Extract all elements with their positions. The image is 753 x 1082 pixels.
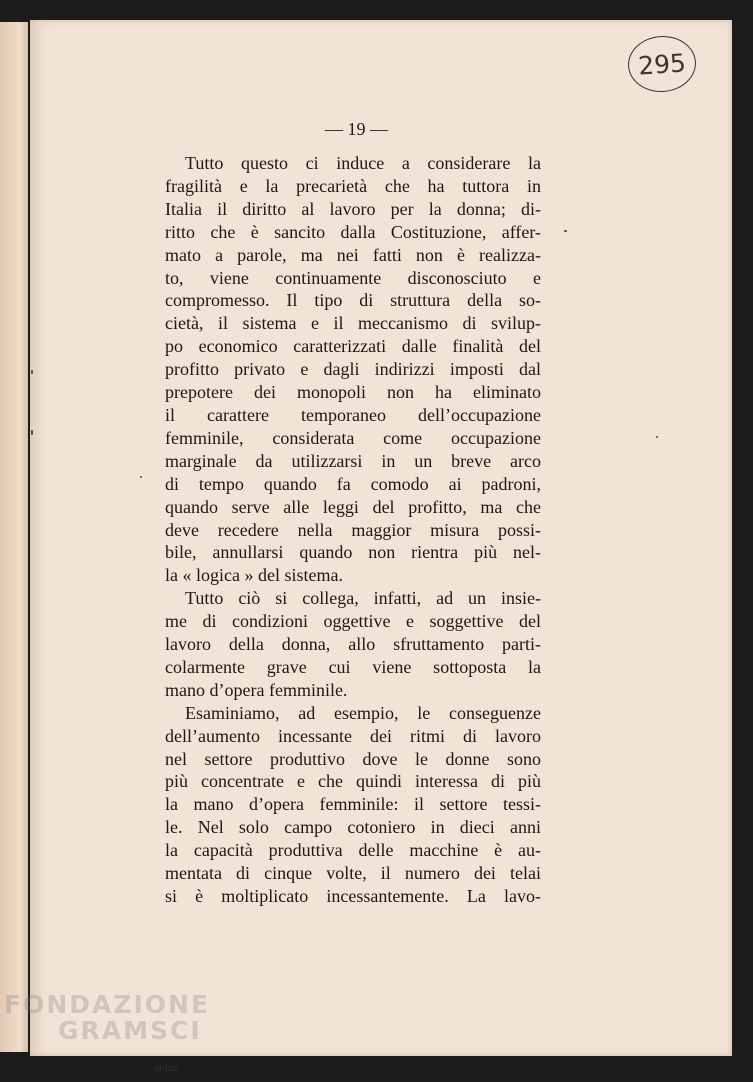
text-line: il carattere temporaneo dell’occupazione (165, 404, 541, 425)
paper-speck (564, 230, 567, 232)
text-line: fragilità e la precarietà che ha tuttora in (165, 175, 541, 196)
text-line: lavoro della donna, allo sfruttamento parti- (165, 634, 541, 655)
text-line: to, viene continuamente disconosciuto e (165, 267, 541, 288)
text-line: di tempo quando fa comodo ai padroni, (165, 473, 541, 494)
handwritten-folio-number: 295 (626, 34, 698, 95)
text-line: deve recedere nella maggior misura possi- (165, 519, 541, 540)
text-line: la capacità produttiva delle macchine è au- (165, 840, 541, 861)
text-line: marginale da utilizzarsi in un breve arco (165, 450, 541, 471)
text-line: profitto privato e dagli indirizzi imposti dal (165, 359, 541, 380)
text-line: mentata di cinque volte, il numero dei telai (165, 863, 541, 884)
text-line: quando serve alle leggi del profitto, ma che (165, 496, 541, 517)
paper-speck (31, 370, 33, 374)
text-line: si è moltiplicato incessantemente. La lavo- (165, 886, 541, 906)
paper-speck (656, 436, 658, 438)
watermark-line: FONDAZIONE (4, 990, 211, 1019)
text-line: Tutto questo ci induce a considerare la (185, 153, 541, 173)
text-line: Esaminiamo, ad esempio, le conseguenze (185, 702, 541, 723)
text-line: colarmente grave cui viene sottoposta la (165, 656, 541, 677)
text-line: più concentrate e che quindi interessa di più (165, 771, 541, 792)
text-line: prepotere dei monopoli non ha eliminato (165, 382, 541, 403)
text-line: po economico caratterizzati dalle finalità del (165, 336, 541, 357)
watermark-logo (4, 990, 211, 1074)
text-line: ritto che è sancito dalla Costituzione, affer- (165, 221, 541, 242)
body-text (165, 152, 541, 908)
text-line: mato a parole, ma nei fatti non è realizza- (165, 244, 541, 265)
text-line: cietà, il sistema e il meccanismo di svilup- (165, 313, 541, 334)
paper-speck (140, 476, 142, 478)
text-line: la mano d’opera femminile: il settore tessi- (165, 794, 541, 815)
text-line: femminile, considerata come occupazione (165, 427, 541, 448)
text-line: la « logica » del sistema. (165, 565, 343, 586)
text-line: dell’aumento incessante dei ritmi di lavoro (165, 725, 541, 746)
page-number: — 19 — (325, 119, 388, 139)
watermark-line: GRAMSCI (58, 1016, 202, 1045)
text-line: compromesso. Il tipo di struttura della so- (165, 290, 541, 311)
text-line: Italia il diritto al lavoro per la donna; di- (165, 198, 541, 219)
text-line: Tutto ciò si collega, infatti, ad un insie- (185, 588, 541, 609)
text-line: bile, annullarsi quando non rientra più nel- (165, 542, 541, 563)
text-line: le. Nel solo campo cotoniero in dieci anni (165, 817, 541, 838)
paper-speck (31, 430, 33, 435)
text-line: nel settore produttivo dove le donne sono (165, 748, 541, 769)
watermark-line: onlus (154, 1064, 179, 1074)
text-line: mano d’opera femminile. (165, 679, 348, 700)
text-line: me di condizioni oggettive e soggettive del (165, 611, 541, 632)
previous-page-edge (0, 22, 28, 1052)
